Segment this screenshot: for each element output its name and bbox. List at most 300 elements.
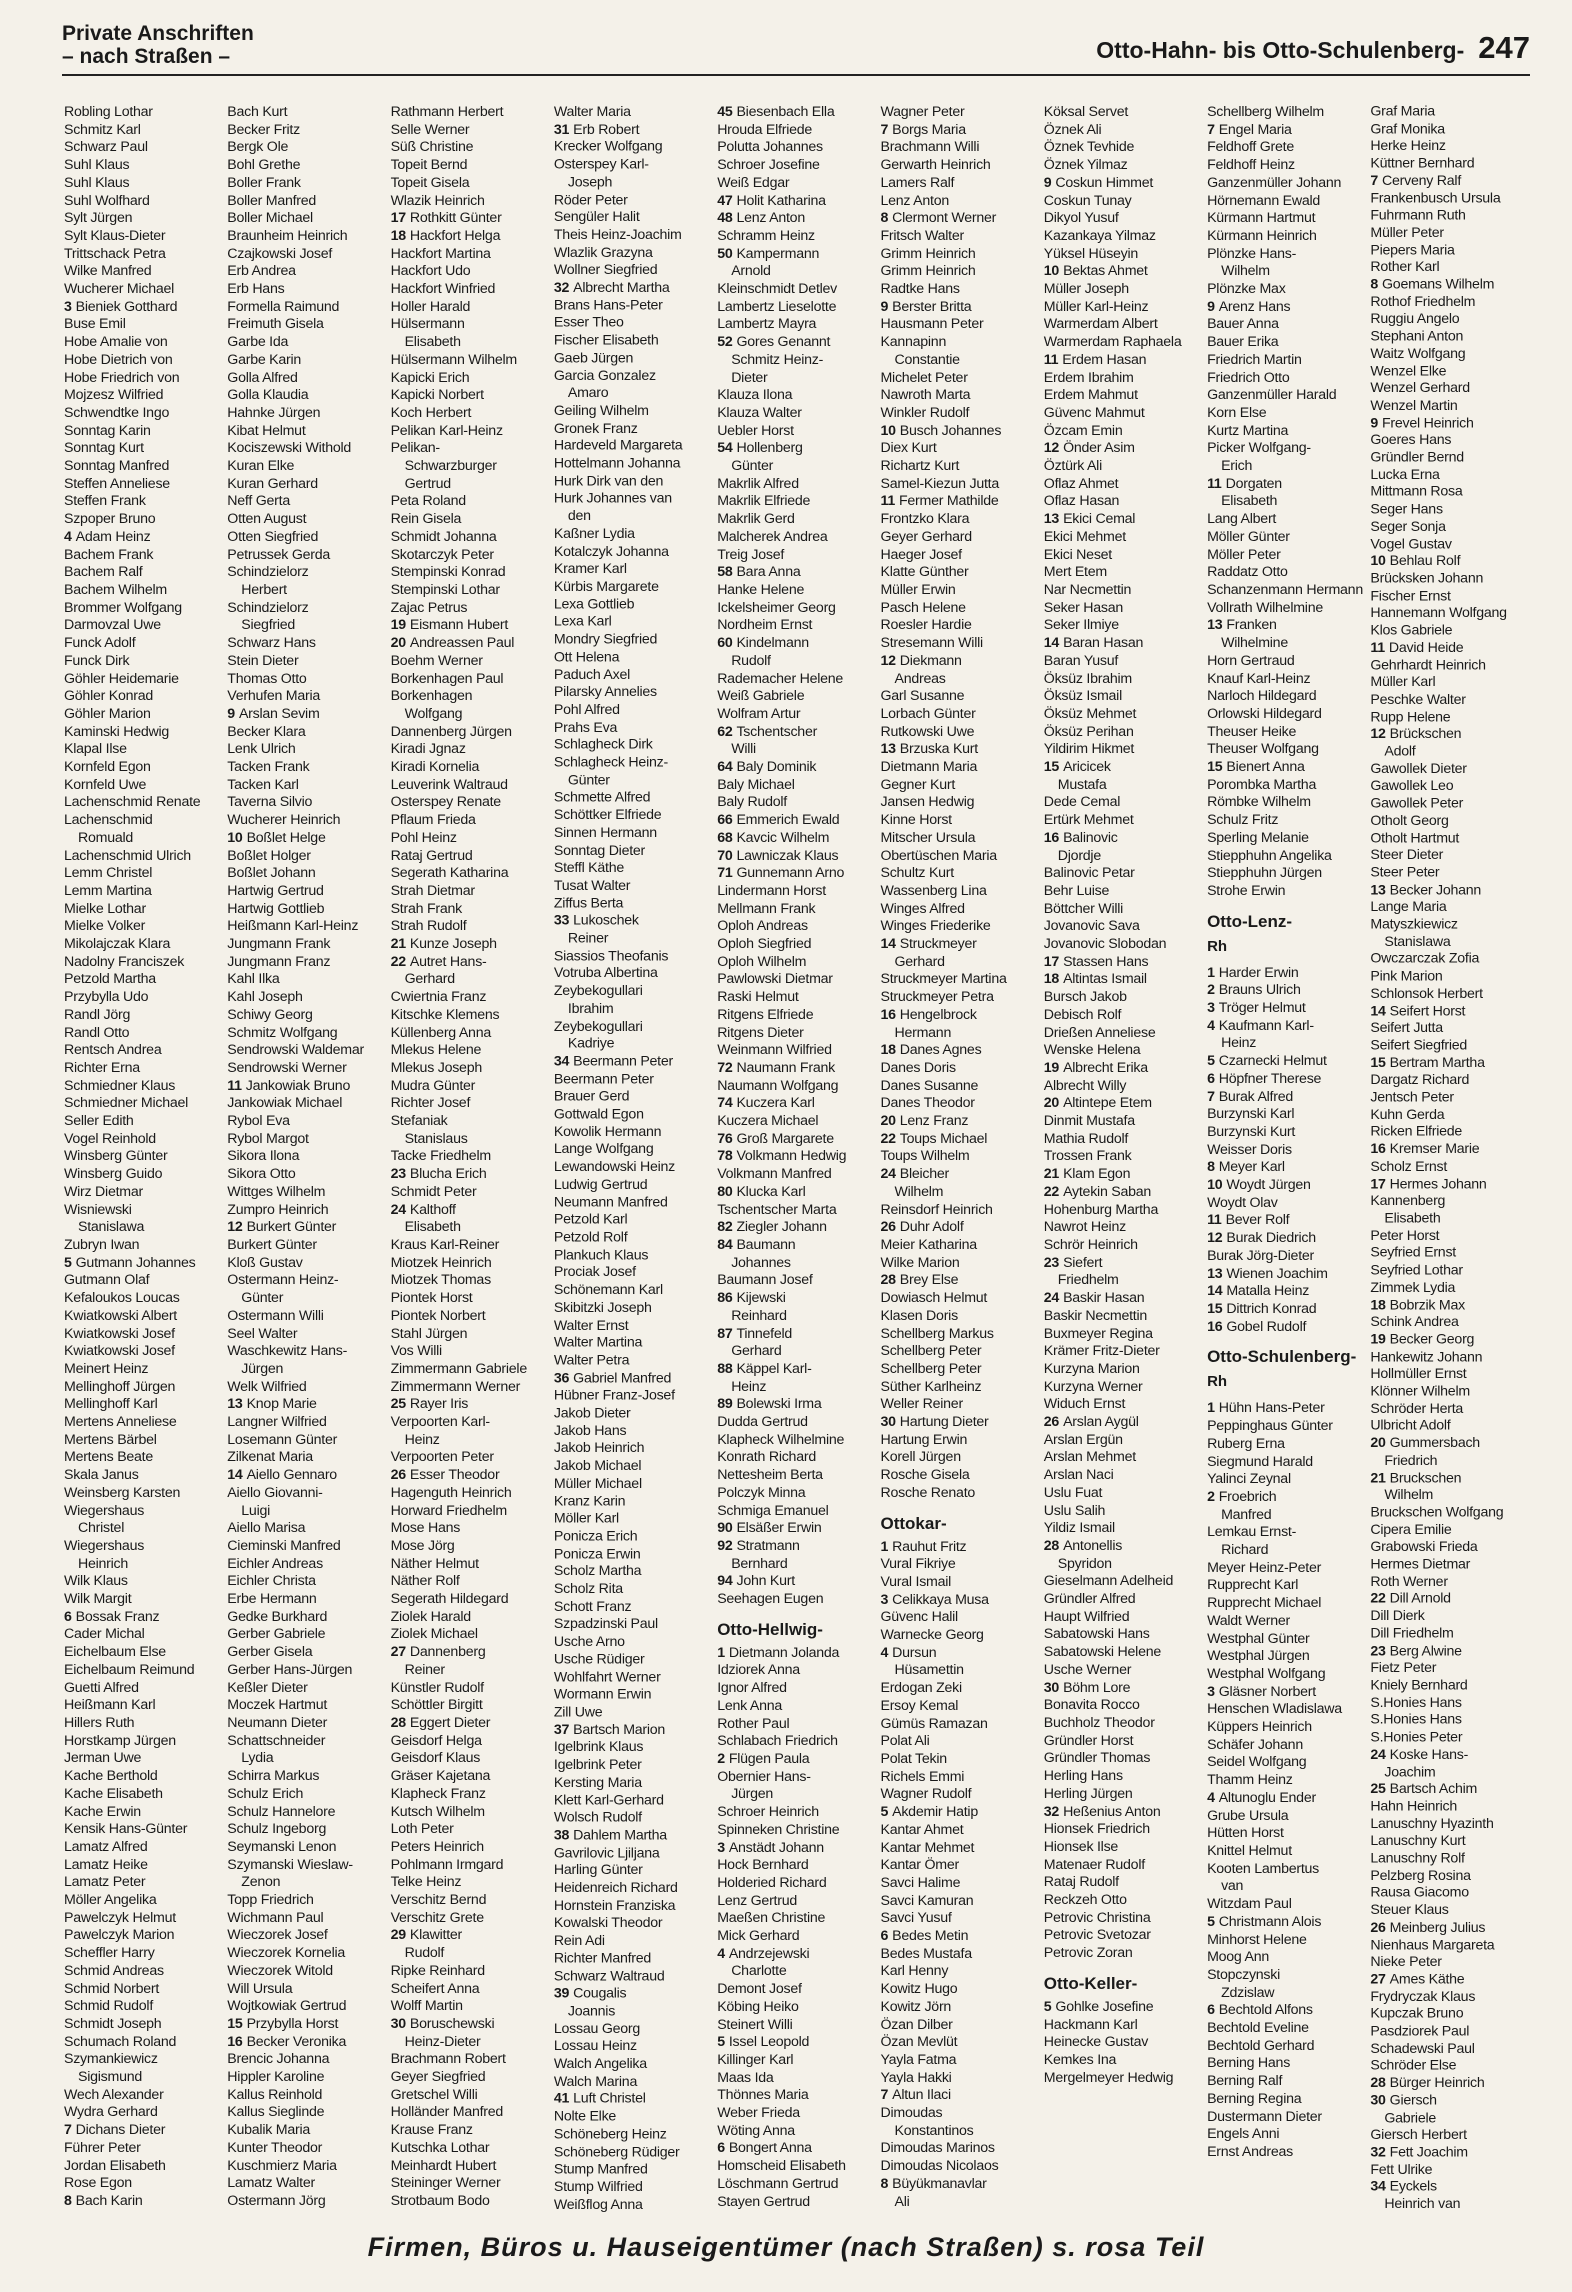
resident-entry: Kannenberg	[1370, 1193, 1446, 1210]
resident-entry: Nolte Elke	[553, 2108, 617, 2125]
resident-entry: Steffen Frank	[64, 493, 146, 510]
resident-name: Stassen Hans	[1063, 953, 1149, 970]
resident-entry	[880, 1928, 1037, 1946]
resident-name: Aricicek	[1063, 759, 1111, 776]
directory-column	[1044, 104, 1207, 2214]
house-number: 38	[553, 1827, 570, 1844]
resident-entry: Wenske Helena	[1043, 1042, 1141, 1059]
resident-entry	[717, 246, 874, 264]
entry-continuation: Djordje	[1057, 847, 1101, 864]
resident-entry: Rein Gisela	[390, 511, 462, 528]
resident-entry	[1044, 1060, 1201, 1078]
resident-entry: Klatte Günther	[880, 564, 969, 581]
resident-entry: Seyfried Ernst	[1370, 1245, 1456, 1262]
resident-entry: Lemm Martina	[64, 882, 152, 899]
resident-entry: Hippler Karoline	[227, 2069, 325, 2086]
resident-entry	[391, 1927, 548, 1945]
directory-column	[391, 104, 554, 2214]
resident-entry: Erbe Hermann	[227, 1591, 317, 1608]
resident-name: Matalla Heinz	[1226, 1283, 1310, 1300]
resident-entry: Szymankiewicz	[64, 2051, 158, 2068]
resident-entry: Schwarz Waltraud	[553, 1968, 665, 1985]
resident-entry: Pilarsky Annelies	[553, 684, 657, 701]
resident-entry	[717, 1361, 874, 1379]
house-number: 8	[1207, 1159, 1215, 1176]
resident-entry: Schulz Ingeborg	[227, 1821, 327, 1838]
house-number: 10	[227, 829, 243, 846]
resident-entry: Göhler Heidemarie	[64, 670, 179, 687]
house-number: 19	[390, 617, 406, 634]
house-number: 22	[1370, 1591, 1386, 1607]
resident-entry: Neumann Dieter	[227, 1714, 328, 1731]
street-heading: Otto-Hellwig-	[717, 1619, 823, 1639]
resident-entry: Fett Ulrike	[1370, 2162, 1433, 2178]
resident-entry: Ott Helena	[553, 649, 620, 666]
resident-entry: Bruckschen Wolfgang	[1370, 1504, 1504, 1521]
resident-entry	[717, 724, 874, 742]
resident-entry	[717, 440, 874, 458]
entry-continuation: Elisabeth	[404, 1219, 461, 1236]
resident-entry	[1370, 277, 1527, 294]
resident-name: Stratmann	[736, 1537, 800, 1554]
house-number: 1	[1207, 1400, 1215, 1417]
resident-entry: Demont Josef	[717, 1981, 802, 1998]
resident-entry: Arslan Mehmet	[1043, 1449, 1136, 1466]
resident-entry: Segerath Katharina	[390, 865, 509, 882]
resident-entry: Meyer Heinz-Peter	[1207, 1559, 1322, 1576]
resident-entry: Klauza Ilona	[717, 387, 793, 404]
resident-entry: Gerber Hans-Jürgen	[227, 1661, 353, 1678]
resident-entry: Köksal Servet	[1043, 104, 1129, 120]
resident-name: Arenz Hans	[1218, 298, 1291, 315]
resident-entry	[1370, 882, 1527, 899]
resident-name: Balinovic	[1063, 829, 1118, 846]
resident-entry: Öznek Ali	[1043, 121, 1102, 138]
resident-entry: Schmid Andreas	[64, 1962, 164, 1979]
resident-entry: Ostermann Jörg	[227, 2192, 326, 2209]
resident-entry: Öztürk Ali	[1043, 458, 1102, 475]
resident-entry: Buxmeyer Regina	[1043, 1325, 1153, 1342]
house-number: 7	[1370, 173, 1379, 189]
resident-name: Käppel Karl-	[736, 1360, 812, 1377]
entry-continuation: Johannes	[731, 1254, 791, 1271]
resident-entry: Waschkewitz Hans-	[227, 1343, 348, 1360]
resident-entry: Hahnke Jürgen	[227, 404, 321, 421]
resident-entry: Steffen Anneliese	[64, 475, 170, 492]
house-number: 28	[1043, 1537, 1060, 1554]
resident-entry: Garl Susanne	[880, 688, 965, 705]
resident-entry: Neff Gerta	[227, 493, 290, 510]
resident-entry: Ruggiu Angelo	[1370, 311, 1460, 328]
resident-entry: Winsberg Günter	[64, 1148, 168, 1165]
resident-entry: Jovanovic Slobodan	[1043, 936, 1167, 953]
resident-name: Holit Katharina	[736, 192, 826, 209]
resident-entry: Vos Willi	[390, 1343, 442, 1360]
house-number: 18	[1043, 971, 1060, 988]
resident-entry	[227, 1396, 384, 1414]
resident-entry: Klapal Ilse	[64, 741, 127, 758]
resident-entry: Szpoper Bruno	[64, 511, 156, 528]
resident-name: Bartsch Marion	[573, 1721, 666, 1738]
house-number: 19	[1370, 1331, 1386, 1348]
resident-entry: Schattschneider	[227, 1732, 326, 1749]
resident-name: Biesenbach Ella	[736, 104, 835, 120]
resident-entry: Näther Rolf	[390, 1573, 460, 1590]
resident-entry: Gretschel Willi	[390, 2086, 478, 2103]
resident-entry: Böttcher Willi	[1043, 900, 1124, 917]
house-number: 11	[880, 493, 895, 510]
resident-entry: Schmid Norbert	[64, 1980, 160, 1997]
resident-entry	[1207, 1053, 1364, 1071]
resident-entry: Gottwald Egon	[553, 1106, 644, 1123]
resident-entry: Graf Monika	[1370, 121, 1445, 137]
resident-entry	[1207, 982, 1364, 1000]
resident-entry: Szpadzinski Paul	[553, 1616, 658, 1633]
resident-entry: Otten Siegfried	[227, 528, 319, 545]
resident-entry: Walter Ernst	[553, 1317, 629, 1334]
directory-column	[227, 104, 390, 2214]
resident-entry	[1044, 1538, 1201, 1556]
resident-entry	[1207, 1159, 1364, 1177]
resident-entry: Öznek Tevhide	[1043, 139, 1135, 156]
resident-entry: Robling Lothar	[64, 104, 153, 120]
resident-entry	[1370, 1436, 1527, 1453]
resident-entry: Polat Tekin	[880, 1750, 947, 1767]
resident-name: Dill Arnold	[1389, 1591, 1451, 1607]
entry-continuation: Gabriele	[1384, 2110, 1437, 2126]
resident-entry	[1207, 1790, 1364, 1808]
resident-entry	[1207, 1283, 1364, 1301]
resident-entry: Dustermann Dieter	[1207, 2108, 1322, 2125]
resident-name: Baly Dominik	[736, 759, 817, 776]
resident-entry: Wieczorek Josef	[227, 1927, 328, 1944]
resident-entry: Schlonsok Herbert	[1370, 986, 1483, 1002]
resident-entry: Maeßen Christine	[717, 1910, 826, 1927]
resident-entry: Lewandowski Heinz	[553, 1159, 676, 1176]
resident-entry: Hock Bernhard	[717, 1857, 809, 1874]
entry-continuation: Jürgen	[241, 1360, 284, 1377]
resident-entry: Schmiedner Klaus	[64, 1077, 176, 1094]
resident-entry: Warnecke Georg	[880, 1627, 984, 1644]
entry-continuation: Günter	[731, 458, 774, 475]
resident-entry: Seehagen Eugen	[717, 1591, 824, 1608]
resident-entry: Yayla Fatma	[880, 2051, 957, 2068]
resident-entry	[880, 493, 1037, 511]
entry-continuation: Elisabeth	[404, 334, 461, 351]
resident-entry: Sonntag Manfred	[64, 458, 170, 475]
resident-entry: Zilkenat Maria	[227, 1449, 313, 1466]
house-number: 25	[1370, 1781, 1386, 1798]
resident-entry	[1370, 1920, 1527, 1937]
resident-entry: Öksüz Mehmet	[1043, 705, 1137, 722]
resident-entry: Nadolny Franciszek	[64, 953, 185, 970]
resident-entry: Tacken Frank	[227, 759, 310, 776]
resident-entry: Brauer Gerd	[553, 1088, 630, 1105]
resident-entry: Seker Hasan	[1043, 599, 1124, 616]
resident-entry: Küllenberg Anna	[390, 1024, 491, 1041]
resident-entry: Wolff Martin	[390, 1998, 463, 2015]
resident-entry	[227, 1219, 384, 1237]
resident-entry: Coskun Tunay	[1043, 192, 1132, 209]
resident-entry: Holderied Richard	[717, 1874, 827, 1891]
resident-entry: Scheifert Anna	[390, 1980, 480, 1997]
resident-entry: Stefaniak	[390, 1113, 448, 1130]
resident-name: Duhr Adolf	[899, 1219, 964, 1236]
resident-entry: Trittschack Petra	[64, 245, 166, 262]
resident-name: Albrecht Martha	[573, 279, 670, 296]
resident-entry: Stein Dieter	[227, 652, 299, 669]
resident-name: Adam Heinz	[75, 528, 151, 545]
resident-entry	[717, 1095, 874, 1113]
resident-entry: Raddatz Otto	[1207, 564, 1288, 581]
resident-entry: Otholt Georg	[1370, 813, 1449, 829]
resident-name: Bach Karin	[75, 2192, 143, 2209]
resident-entry: Gümüs Ramazan	[880, 1715, 988, 1732]
resident-entry: Wilke Marion	[880, 1254, 960, 1271]
resident-entry: Müller Karl-Heinz	[1043, 298, 1149, 315]
resident-entry	[1207, 1089, 1364, 1107]
entry-continuation: Gerhard	[731, 1343, 782, 1360]
house-number: 33	[553, 912, 570, 929]
resident-name: Hollenberg	[736, 440, 803, 457]
resident-entry: Lamers Ralf	[880, 174, 955, 191]
resident-name: Aiello Gennaro	[246, 1467, 337, 1484]
entry-continuation: Hermann	[894, 1024, 952, 1041]
resident-entry: Pasdziorek Paul	[1370, 2023, 1470, 2040]
resident-entry: Peters Heinrich	[390, 1838, 484, 1855]
resident-entry: Obernier Hans-	[717, 1768, 811, 1785]
house-number: 13	[1207, 617, 1223, 634]
resident-entry: Hottelmann Johanna	[553, 455, 681, 472]
resident-name: Autret Hans-	[409, 953, 487, 970]
resident-entry: Schumach Roland	[64, 2033, 177, 2050]
resident-entry: Sonntag Karin	[64, 422, 151, 439]
resident-name: Hackfort Helga	[409, 227, 501, 244]
resident-entry: Korn Else	[1207, 404, 1267, 421]
house-number: 13	[880, 741, 896, 758]
resident-entry	[717, 1060, 874, 1078]
resident-entry: Mertens Beate	[64, 1449, 154, 1466]
resident-entry: Eichelbaum Reimund	[64, 1661, 195, 1678]
resident-entry: Jungmann Franz	[227, 953, 331, 970]
resident-entry: Schulz Erich	[227, 1785, 304, 1802]
resident-entry: Richels Emmi	[880, 1768, 965, 1785]
resident-entry: Goeres Hans	[1370, 432, 1452, 449]
resident-name: Woydt Jürgen	[1226, 1177, 1311, 1194]
house-number: 5	[717, 2034, 725, 2051]
resident-name: Dahlem Martha	[573, 1827, 667, 1844]
resident-entry: Moczek Hartmut	[227, 1697, 328, 1714]
resident-entry: Kürmann Heinrich	[1207, 227, 1317, 244]
entry-continuation: Rudolf	[731, 652, 771, 669]
resident-name: Brzuska Kurt	[899, 741, 978, 758]
house-number: 1	[717, 1644, 725, 1661]
resident-name: Cougalis	[573, 1985, 627, 2002]
house-number: 6	[1207, 1070, 1215, 1087]
resident-entry: Horward Friedhelm	[390, 1502, 507, 1519]
resident-entry: Schulz Fritz	[1207, 812, 1279, 829]
house-number: 64	[717, 759, 733, 776]
resident-entry	[1207, 1319, 1364, 1337]
resident-entry: Keßler Dieter	[227, 1679, 308, 1696]
resident-entry: Zeybekogullari	[553, 1018, 643, 1035]
resident-entry: Obertüschen Maria	[880, 847, 997, 864]
resident-entry: Moog Ann	[1207, 1949, 1269, 1966]
house-number: 37	[553, 1721, 570, 1738]
resident-entry: Buse Emil	[64, 316, 126, 333]
resident-entry: Weinmann Wilfried	[717, 1042, 832, 1059]
resident-entry: Wilk Klaus	[64, 1573, 128, 1590]
house-number: 3	[64, 298, 72, 315]
resident-entry: Dudda Gertrud	[717, 1414, 808, 1431]
house-number: 6	[1207, 2002, 1215, 2019]
resident-name: Bruckschen	[1389, 1470, 1462, 1486]
resident-entry	[391, 954, 548, 972]
resident-entry: Haeger Josef	[880, 546, 962, 563]
resident-entry: Pasch Helene	[880, 599, 966, 616]
resident-entry	[880, 1804, 1037, 1822]
house-number: 26	[390, 1467, 406, 1484]
resident-name: Baumann	[736, 1237, 796, 1253]
resident-entry: Usche Werner	[1043, 1661, 1132, 1678]
resident-entry: Lucka Erna	[1370, 467, 1440, 483]
resident-entry	[1207, 299, 1364, 317]
resident-name: Coskun Himmet	[1055, 174, 1154, 191]
resident-entry: Walter Petra	[553, 1352, 630, 1369]
resident-entry: Klasen Doris	[880, 1307, 958, 1324]
resident-entry: Gerber Gabriele	[227, 1626, 326, 1643]
resident-entry: Richter Josef	[390, 1095, 471, 1112]
resident-entry: Igelbrink Klaus	[553, 1739, 644, 1756]
resident-name: Baskir Hasan	[1063, 1290, 1145, 1307]
resident-entry: Weber Frieda	[717, 2105, 800, 2122]
resident-name: Struckmeyer	[899, 936, 977, 953]
resident-entry: Dimoudas Nicolaos	[880, 2158, 999, 2175]
resident-entry: Brachmann Willi	[880, 139, 980, 156]
resident-name: Hermes Johann	[1389, 1176, 1487, 1192]
entry-continuation: Reiner	[567, 930, 609, 947]
resident-entry	[880, 1645, 1037, 1663]
resident-entry: Dimoudas Marinos	[880, 2140, 995, 2157]
resident-entry: Erdem Mahmut	[1043, 387, 1138, 404]
resident-entry: Raski Helmut	[717, 989, 799, 1006]
directory-column	[1207, 104, 1370, 2214]
resident-entry: Meinert Heinz	[64, 1360, 149, 1377]
resident-entry: Wöting Anna	[717, 2122, 795, 2139]
resident-entry: Richter Manfred	[553, 1950, 652, 1967]
resident-entry: Taverna Silvio	[227, 794, 313, 811]
resident-entry: Petzold Rolf	[553, 1229, 628, 1246]
resident-entry: Theuser Heike	[1207, 723, 1297, 740]
house-number: 9	[1207, 298, 1215, 315]
resident-entry	[1207, 965, 1364, 983]
resident-entry: Dikyol Yusuf	[1043, 210, 1119, 227]
resident-entry: Kowolik Hermann	[553, 1124, 662, 1140]
resident-entry	[1370, 554, 1527, 571]
resident-entry	[880, 210, 1037, 228]
resident-entry	[391, 1166, 548, 1184]
house-number: 86	[717, 1290, 733, 1307]
resident-entry: Piepers Maria	[1370, 242, 1455, 258]
resident-entry: Peta Roland	[390, 493, 466, 510]
resident-entry: Kallus Reinhold	[227, 2086, 323, 2103]
resident-entry: Brücksken Johann	[1370, 570, 1484, 587]
resident-entry: Gründler Bernd	[1370, 449, 1464, 466]
resident-entry: Hartwig Gottlieb	[227, 900, 325, 917]
resident-entry: Schultz Kurt	[880, 865, 954, 882]
page-number: 247	[1478, 30, 1530, 65]
entry-continuation: Reinhard	[731, 1307, 787, 1324]
resident-name: John Kurt	[736, 1573, 795, 1590]
resident-entry: Jerman Uwe	[64, 1750, 142, 1767]
resident-entry: Röder Peter	[553, 191, 628, 208]
resident-entry	[554, 2091, 711, 2109]
resident-entry: Rupp Helene	[1370, 709, 1451, 725]
house-number: 2	[717, 1750, 725, 1767]
resident-entry: Herke Heinz	[1370, 138, 1446, 155]
resident-name: Bleicher	[899, 1166, 950, 1183]
resident-entry: Hackfort Udo	[390, 263, 471, 280]
resident-entry: Dowiasch Helmut	[880, 1290, 988, 1307]
resident-entry: Rother Paul	[717, 1715, 790, 1732]
entry-continuation: Heinrich	[78, 1555, 129, 1572]
resident-entry: Sendrowski Werner	[227, 1059, 347, 1076]
house-number: 5	[880, 1804, 889, 1821]
resident-name: Dannenberg	[409, 1644, 486, 1661]
resident-entry: Kwiatkowski Josef	[64, 1325, 175, 1342]
resident-entry: Schindzielorz	[227, 599, 309, 616]
resident-entry: Schrör Heinrich	[1043, 1237, 1138, 1253]
resident-entry: Lexa Gottlieb	[553, 596, 635, 613]
resident-entry: Wisniewski	[64, 1201, 132, 1218]
resident-entry: Rose Egon	[64, 2175, 132, 2192]
resident-entry	[880, 423, 1037, 441]
resident-entry: Wilk Margit	[64, 1591, 132, 1608]
resident-entry: Müller Karl	[1370, 674, 1436, 691]
resident-entry: Hartung Erwin	[880, 1431, 968, 1448]
resident-entry: Vogel Gustav	[1370, 536, 1452, 552]
resident-entry	[717, 210, 874, 228]
resident-entry: Steffl Käthe	[553, 860, 624, 877]
resident-entry: Holländer Manfred	[390, 2104, 504, 2121]
house-number: 32	[1370, 2144, 1386, 2161]
house-number: 22	[880, 1130, 896, 1147]
resident-entry: Seger Sonja	[1370, 519, 1446, 535]
resident-entry	[64, 1255, 221, 1273]
resident-entry: Treig Josef	[717, 546, 785, 563]
entry-continuation: Herbert	[241, 581, 287, 598]
resident-entry: Schroer Josefine	[717, 157, 820, 174]
resident-entry	[1044, 635, 1201, 653]
resident-entry: Borkenhagen	[390, 688, 473, 705]
resident-entry: Gawollek Peter	[1370, 795, 1464, 812]
resident-entry: Burzynski Kurt	[1207, 1123, 1296, 1140]
resident-entry: Scheffler Harry	[64, 1945, 155, 1962]
house-number: 11	[1207, 475, 1222, 492]
resident-entry	[64, 2193, 221, 2211]
house-number: 30	[1370, 2092, 1386, 2109]
resident-entry: Schlabach Friedrich	[717, 1733, 838, 1750]
resident-name: Koske Hans-	[1389, 1746, 1469, 1763]
resident-entry: Losemann Günter	[227, 1431, 338, 1448]
resident-entry: Hörnemann Ewald	[1207, 192, 1321, 209]
resident-name: Lawniczak Klaus	[736, 847, 839, 864]
resident-entry	[1370, 2179, 1527, 2196]
resident-entry: Pelikan-	[390, 440, 440, 457]
resident-entry: Stopczynski	[1207, 1966, 1281, 1983]
resident-name: Tröger Helmut	[1218, 1000, 1306, 1017]
resident-entry: Pohl Heinz	[390, 829, 457, 846]
